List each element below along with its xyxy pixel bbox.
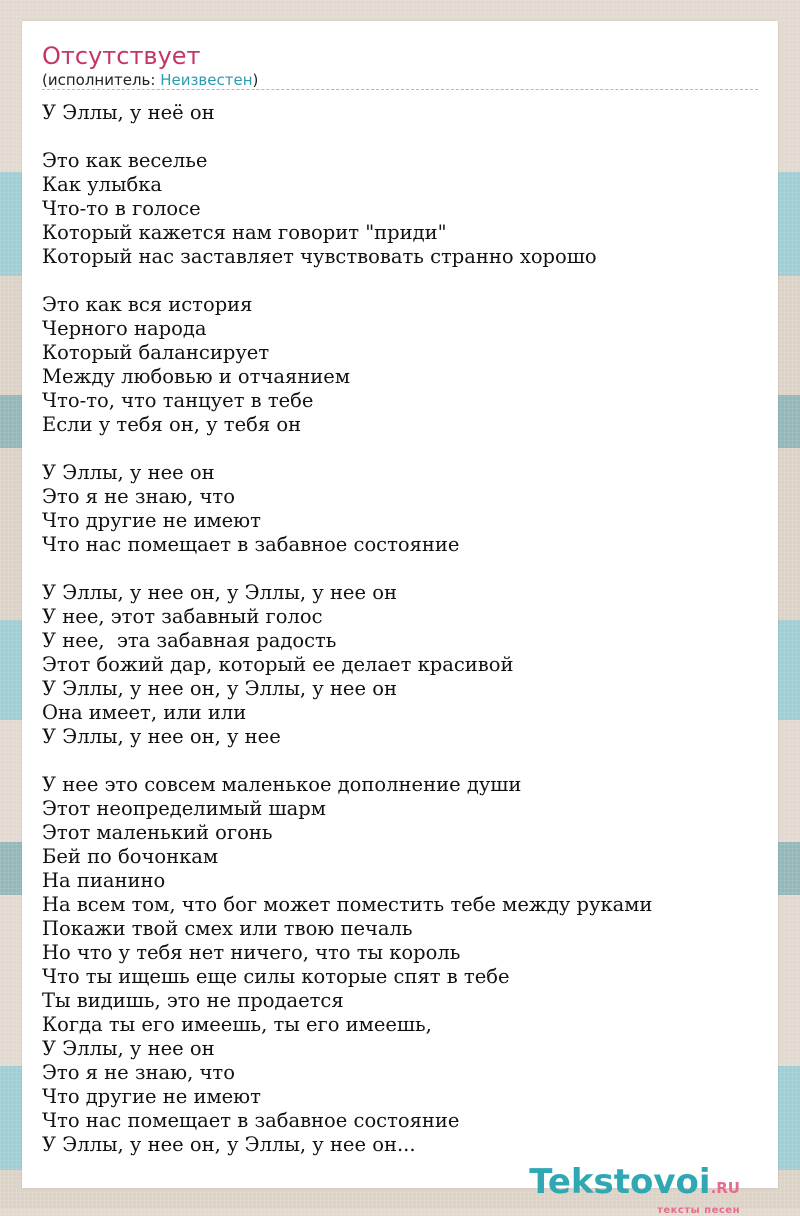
lyric-line: Это я не знаю, что xyxy=(42,1061,235,1084)
lyric-line: У нее, эта забавная радость xyxy=(42,629,337,652)
song-title: Отсутствует xyxy=(42,42,201,70)
header-divider xyxy=(42,89,758,90)
lyric-line: У Эллы, у нее он, у Эллы, у нее он xyxy=(42,677,397,700)
lyric-line: Что ты ищешь еще силы которые спят в тебе xyxy=(42,965,510,988)
lyrics-text xyxy=(42,101,758,1157)
stanza-break xyxy=(42,269,758,293)
lyric-line: Черного народа xyxy=(42,317,207,340)
lyric-line: У Эллы, у нее он xyxy=(42,1037,215,1060)
lyric-line: Этот маленький огонь xyxy=(42,821,273,844)
lyric-line: Что другие не имеют xyxy=(42,1085,261,1108)
lyric-line: Который нас заставляет чувствовать странно хорошо xyxy=(42,245,597,268)
lyric-line: Что нас помещает в забавное состояние xyxy=(42,1109,460,1132)
lyric-line: Как улыбка xyxy=(42,173,163,196)
lyrics-card xyxy=(22,21,778,1216)
lyric-line: На пианино xyxy=(42,869,166,892)
lyric-line: Если у тебя он, у тебя он xyxy=(42,413,302,436)
lyric-line: У Эллы, у нее он, у нее xyxy=(42,725,281,748)
lyric-line: Который балансирует xyxy=(42,341,270,364)
stanza-break xyxy=(42,557,758,581)
lyric-line: Это как веселье xyxy=(42,149,208,172)
artist-link[interactable]: Неизвестен xyxy=(160,71,253,89)
lyric-line: У нее, этот забавный голос xyxy=(42,605,323,628)
lyric-line: Это я не знаю, что xyxy=(42,485,235,508)
lyric-line: Этот неопределимый шарм xyxy=(42,797,326,820)
logo-tagline: тексты песен xyxy=(657,1205,740,1216)
logo-name: Tekstovoi xyxy=(529,1162,711,1202)
lyric-line: Между любовью и отчаянием xyxy=(42,365,350,388)
lyric-line: Который кажется нам говорит "приди" xyxy=(42,221,447,244)
lyric-line: Этот божий дар, который ее делает красивой xyxy=(42,653,514,676)
logo-tld: .RU xyxy=(710,1179,740,1197)
lyric-line: Что другие не имеют xyxy=(42,509,261,532)
artist-suffix: ) xyxy=(252,71,259,89)
lyric-line: Когда ты его имеешь, ты его имеешь, xyxy=(42,1013,432,1036)
lyric-line: На всем том, что бог может поместить тебе между руками xyxy=(42,893,653,916)
artist-prefix: (исполнитель: xyxy=(42,71,161,89)
lyric-line: Она имеет, или или xyxy=(42,701,247,724)
site-logo[interactable] xyxy=(529,1164,740,1216)
lyric-line: Это как вся история xyxy=(42,293,253,316)
lyric-line: Бей по бочонкам xyxy=(42,845,219,868)
lyric-line: Но что у тебя нет ничего, что ты король xyxy=(42,941,461,964)
artist-line xyxy=(42,71,258,89)
lyric-line: Что нас помещает в забавное состояние xyxy=(42,533,460,556)
lyric-line: Покажи твой смех или твою печаль xyxy=(42,917,413,940)
stanza-break xyxy=(42,125,758,149)
lyric-line: Что-то в голосе xyxy=(42,197,201,220)
lyric-line: У нее это совсем маленькое дополнение души xyxy=(42,773,522,796)
lyric-line: Что-то, что танцует в тебе xyxy=(42,389,314,412)
lyric-line: У Эллы, у нее он, у Эллы, у нее он xyxy=(42,581,397,604)
stanza-break xyxy=(42,437,758,461)
lyric-line: У Эллы, у неё он xyxy=(42,101,215,124)
stanza-break xyxy=(42,749,758,773)
lyric-line: Ты видишь, это не продается xyxy=(42,989,344,1012)
lyric-line: У Эллы, у нее он xyxy=(42,461,215,484)
lyric-line: У Эллы, у нее он, у Эллы, у нее он... xyxy=(42,1133,416,1156)
